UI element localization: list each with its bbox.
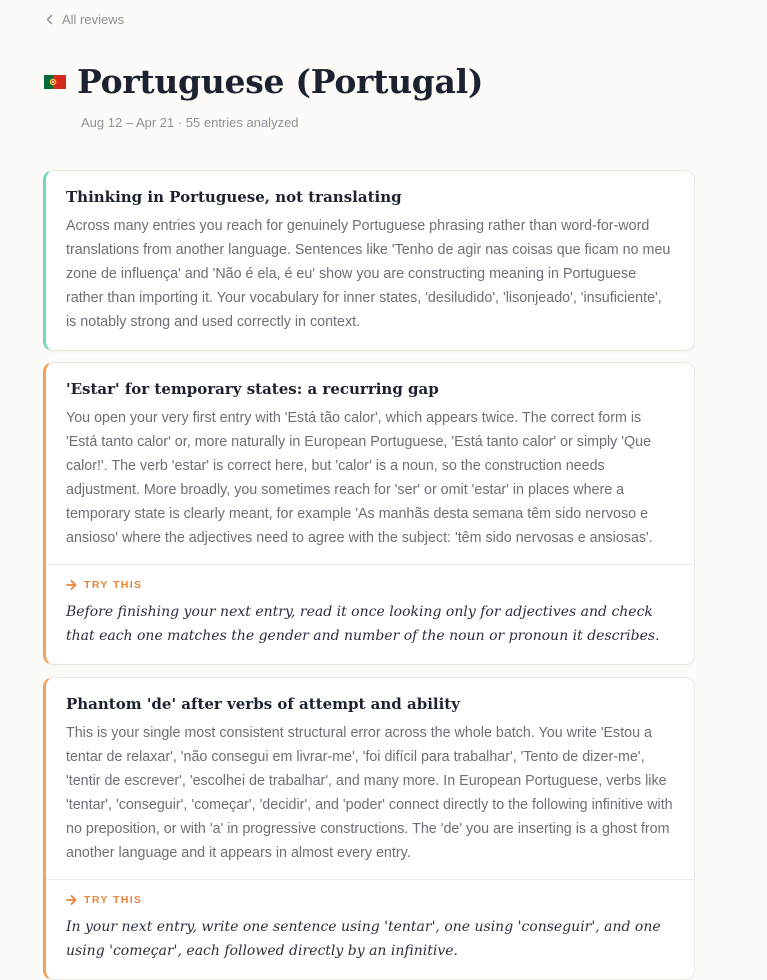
page-title: Portuguese (Portugal) (77, 62, 484, 101)
card-title: Phantom 'de' after verbs of attempt and ability (66, 695, 460, 713)
try-this-section (46, 879, 694, 979)
feedback-card-issue (43, 677, 695, 980)
portugal-flag-icon (44, 75, 66, 89)
feedback-card-issue (43, 362, 695, 665)
chevron-left-icon (45, 14, 54, 25)
try-this-label (66, 579, 674, 591)
card-body-text: This is your single most consistent structural error across the whole batch. You write 'Estou a tentar de relaxar', 'não consegui em livrar-me', 'foi difícil para trabalhar', 'Tento de dizer-me', 'tentir de escrever', 'escolhei de trabalhar', and many more. In European Portuguese, verbs like 'tentar', 'conseguir', 'começar', 'decidir', and 'poder' connect directly to the following infinitive with no preposition, or with 'a' in progressive constructions. The 'de' you are inserting is a ghost from another language and it appears in almost every entry. (66, 725, 673, 861)
page-header (44, 62, 483, 130)
arrow-right-icon (66, 895, 77, 905)
card-body-text: You open your very first entry with 'Está tão calor', which appears twice. The correct form is 'Está tanto calor' or, more naturally in European Portuguese, 'Está tanto calor' or simply 'Que calor!'. The verb 'estar' is correct here, but 'calor' is a noun, so the construction needs adjustment. More broadly, you sometimes reach for 'ser' or omit 'estar' in places where a temporary state is clearly meant, for example 'As manhãs desta semana têm sido nervoso e ansioso' where the adjectives need to agree with the subject: 'têm sido nervosas e ansiosas'. (66, 410, 653, 546)
card-title: 'Estar' for temporary states: a recurring gap (66, 380, 439, 398)
try-this-label (66, 894, 674, 906)
back-link-label: All reviews (62, 12, 125, 27)
try-this-text: In your next entry, write one sentence using 'tentar', one using 'conseguir', and one using 'começar', each followed directly by an infinitive. (66, 919, 661, 959)
try-this-text: Before finishing your next entry, read it once looking only for adjectives and check that each one matches the gender and number of the noun or pronoun it describes. (66, 604, 660, 644)
try-this-label-text: TRY THIS (84, 579, 143, 591)
arrow-right-icon (66, 580, 77, 590)
try-this-label-text: TRY THIS (84, 894, 143, 906)
card-title: Thinking in Portuguese, not translating (66, 188, 402, 206)
try-this-section (46, 564, 694, 664)
card-body-text: Across many entries you reach for genuinely Portuguese phrasing rather than word-for-word translations from another language. Sentences like 'Tenho de agir nas coisas que ficam no meu zone de influença' and 'Não é ela, é eu' show you are constructing meaning in Portuguese rather than importing it. Your vocabulary for inner states, 'desiludido', 'lisonjeado', 'insuficiente', is notably strong and used correctly in context. (66, 218, 671, 330)
feedback-card-strength (43, 170, 695, 351)
page-subtitle: Aug 12 – Apr 21 · 55 entries analyzed (81, 115, 299, 130)
back-to-reviews-link[interactable] (45, 12, 124, 27)
title-row (44, 62, 483, 101)
